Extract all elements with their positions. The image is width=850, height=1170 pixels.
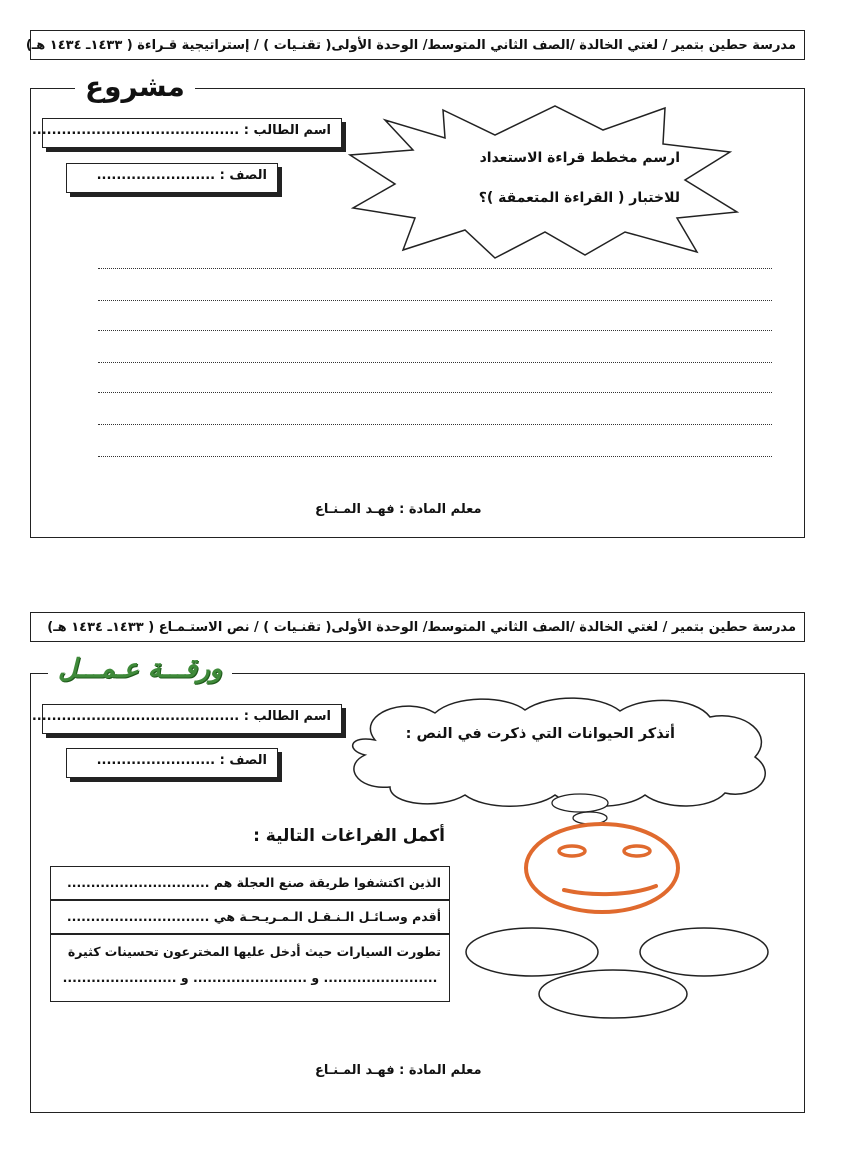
class-dots-1: ........................ (96, 168, 216, 183)
cloud-text: أتذكر الحيوانات التي ذكرت في النص : (405, 726, 675, 742)
question-2-text: أقدم وسـائـل الـنـقـل الـمـريـحـة هي .............................. (66, 909, 441, 924)
header-text-2: مدرسة حطين بتمير / لغتي الخالدة /الصف الثاني المتوسط/ الوحدة الأولى( تقنـيات ) / نص الاستـمـاع ( ١٤٣٣ـ ١٤٣٤ هـ) (47, 620, 796, 635)
answer-line-1[interactable] (98, 268, 772, 269)
header-bar-1 (25, 30, 805, 60)
header-bar-2 (30, 612, 805, 642)
starburst-text-line2: للاختبار ( القراءة المتعمقة )؟ (478, 190, 680, 206)
teacher-name-1: معلم المادة : فهـد المـنـاع (315, 502, 482, 517)
question-row-1[interactable] (50, 866, 450, 900)
student-name-dots-1: .......................................... (31, 123, 240, 138)
class-dots-2: ........................ (96, 753, 216, 768)
student-name-label-2: اسم الطالب : (243, 709, 331, 724)
student-name-box-2[interactable] (31, 704, 342, 734)
class-box-2[interactable] (66, 748, 278, 778)
project-title: مشروع (75, 70, 195, 104)
student-name-dots-2: .......................................... (31, 709, 240, 724)
starburst-shape (345, 100, 745, 260)
answer-line-3[interactable] (98, 330, 772, 331)
question-3-line1: تطورت السيارات حيث أدخل عليها المخترعون تحسينات كثيرة (67, 944, 441, 959)
answer-oval-1 (466, 928, 598, 976)
smiley-face-icon (520, 818, 685, 918)
answer-oval-3 (539, 970, 687, 1018)
answer-line-6[interactable] (98, 424, 772, 425)
starburst-text-line1: ارسم مخطط قراءة الاستعداد (479, 150, 680, 166)
answer-line-5[interactable] (98, 392, 772, 393)
thought-cloud (335, 695, 775, 830)
question-row-2[interactable] (50, 900, 450, 934)
answer-line-4[interactable] (98, 362, 772, 363)
header-text-1: مدرسة حطين بتمير / لغتي الخالدة /الصف الثاني المتوسط/ الوحدة الأولى( تقنـيات ) / إستراتيجية قـراءة ( ١٤٣٣ـ ١٤٣٤ هـ) (25, 38, 796, 53)
answer-ovals (460, 920, 780, 1025)
answer-oval-2 (640, 928, 768, 976)
teacher-name-2: معلم المادة : فهـد المـنـاع (315, 1063, 482, 1078)
question-row-3[interactable] (50, 934, 450, 1002)
worksheet-title: ورقـــة عـمـــل (48, 652, 232, 686)
question-1-text: الذين اكتشفوا طريقة صنع العجلة هم .............................. (67, 875, 441, 890)
class-label-1: الصف : (219, 168, 267, 183)
student-name-box-1[interactable] (31, 118, 342, 148)
answer-line-2[interactable] (98, 300, 772, 301)
complete-title: أكمل الفراغات التالية : (253, 826, 445, 846)
student-name-label-1: اسم الطالب : (243, 123, 331, 138)
class-box-1[interactable] (66, 163, 278, 193)
question-3-line2: ........................ و ........................ و ........................ (62, 970, 438, 985)
answer-line-7[interactable] (98, 456, 772, 457)
class-label-2: الصف : (219, 753, 267, 768)
